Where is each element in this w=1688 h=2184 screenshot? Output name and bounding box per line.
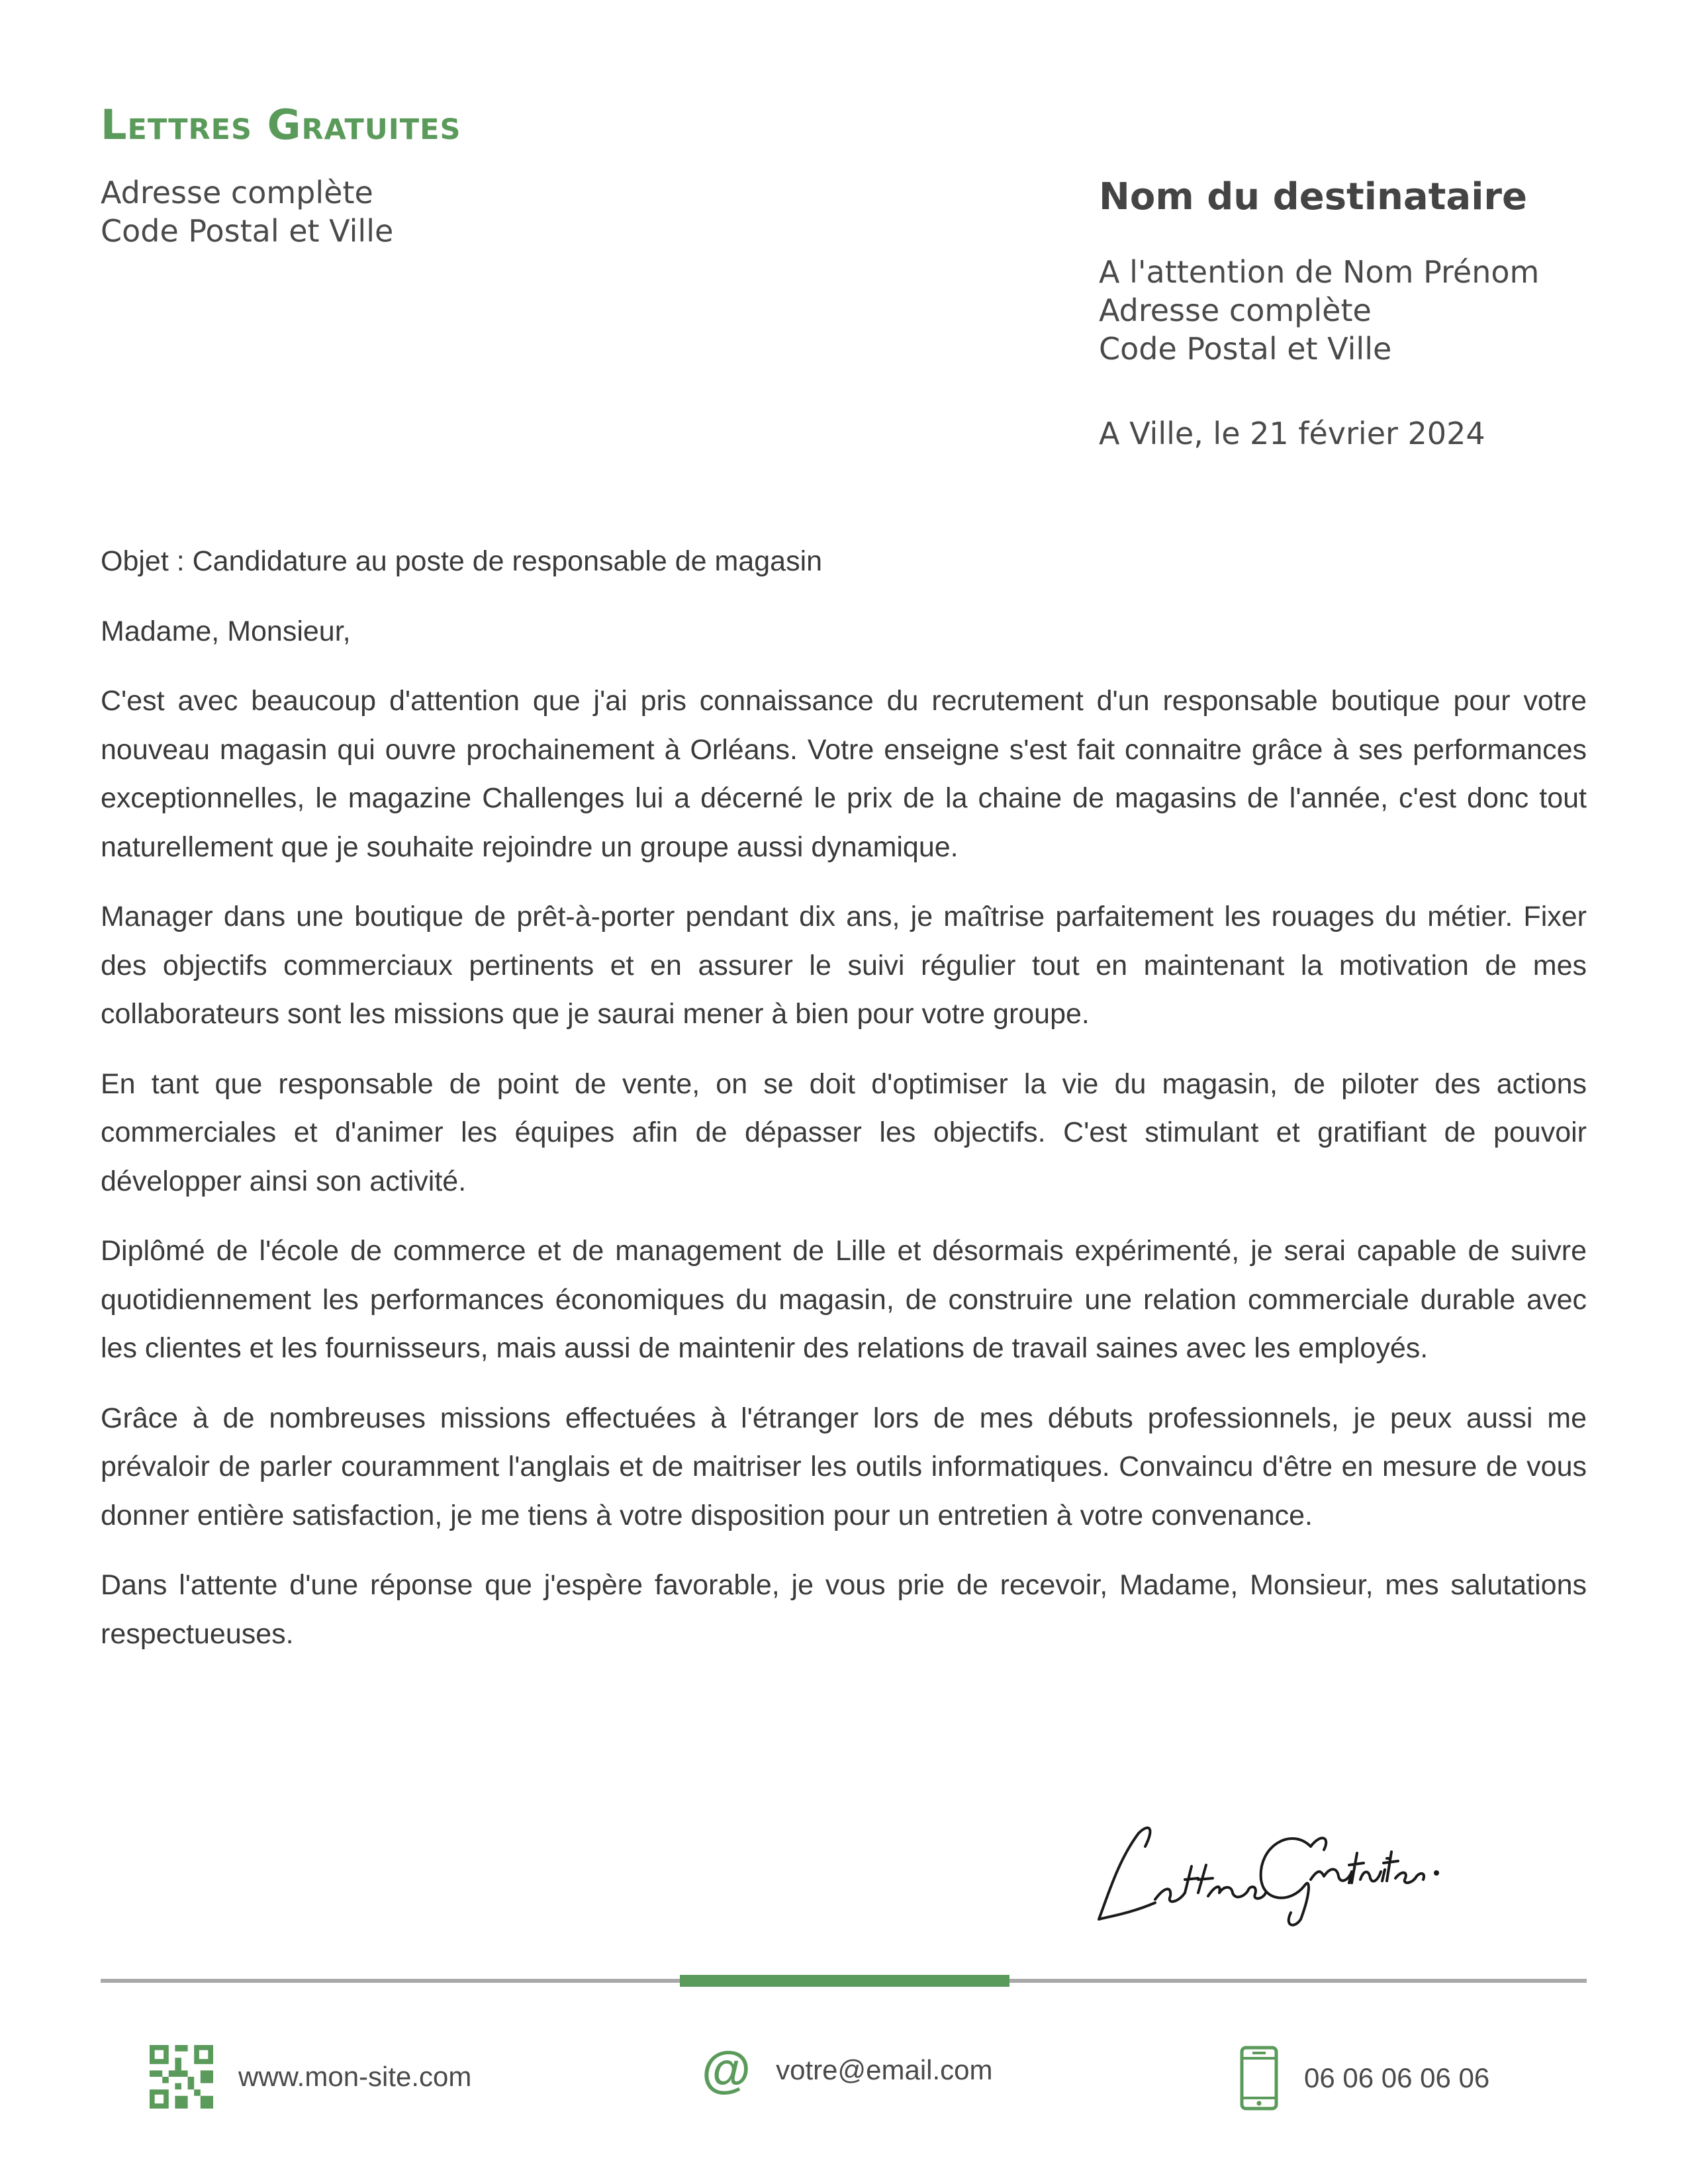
footer-website[interactable]: [150, 2045, 471, 2109]
sender-address-line2: Code Postal et Ville: [101, 213, 394, 249]
letter-paragraph: Diplômé de l'école de commerce et de management de Lille et désormais expérimenté, je serai capable de suivre quotidiennement les performances économiques du magasin, de construire une relation commerciale durable avec les clientes et les fournisseurs, mais aussi de maintenir des relations de travail saines avec les employés.: [101, 1235, 1587, 1364]
sender-address: [101, 173, 393, 250]
phone-text[interactable]: 06 06 06 06 06: [1304, 2062, 1490, 2093]
recipient-address-line2: Code Postal et Ville: [1099, 331, 1392, 367]
sender-name: Lettres Gratuites: [101, 101, 461, 149]
recipient-name: Nom du destinataire: [1099, 175, 1528, 218]
recipient-block: [1099, 175, 1628, 451]
letter-salutation: Madame, Monsieur,: [101, 615, 351, 647]
letter-subject: Objet : Candidature au poste de responsable de magasin: [101, 545, 823, 577]
footer-phone[interactable]: [1239, 2045, 1489, 2111]
letter-paragraph: C'est avec beaucoup d'attention que j'ai pris connaissance du recrutement d'un responsable boutique pour votre nouveau magasin qui ouvre prochainement à Orléans. Votre enseigne s'est fait connaitre grâce à ses performances exceptionnelles, le magazine Challenges lui a décerné le prix de la chaine de magasins de l'année, c'est donc tout naturellement que je souhaite rejoindre un groupe aussi dynamique.: [101, 685, 1587, 863]
sender-address-line1: Adresse complète: [101, 175, 373, 210]
recipient-attention: A l'attention de Nom Prénom: [1099, 254, 1540, 290]
letter-paragraph: En tant que responsable de point de vente, on se doit d'optimiser la vie du magasin, de piloter des actions commerciales et d'animer les équipes afin de dépasser les objectifs. C'est stimulant et gratifiant de pouvoir développer ainsi son activité.: [101, 1068, 1587, 1197]
qr-code-icon: [150, 2045, 213, 2109]
email-text[interactable]: votre@email.com: [776, 2054, 993, 2085]
letter-paragraph: Grâce à de nombreuses missions effectuées à l'étranger lors de mes débuts professionnels, je peux aussi me prévaloir de parler couramment l'anglais et de maitriser les outils informatiques. Convaincu d'être en mesure de vous donner entière satisfaction, je me tiens à votre disposition pour un entretien à votre convenance.: [101, 1402, 1587, 1531]
letter-paragraph: Dans l'attente d'une réponse que j'espère favorable, je vous prie de recevoir, Madame, Monsieur, mes salutations respectueuses.: [101, 1569, 1587, 1650]
footer-email[interactable]: [702, 2042, 993, 2098]
handwritten-signature: [1092, 1787, 1463, 1933]
letter-body: [101, 537, 1587, 1680]
letter-date: A Ville, le 21 février 2024: [1099, 416, 1485, 451]
recipient-address-line1: Adresse complète: [1099, 293, 1372, 328]
website-text[interactable]: www.mon-site.com: [238, 2061, 472, 2092]
at-icon: @: [702, 2042, 751, 2098]
phone-icon: [1239, 2045, 1279, 2111]
footer-divider-accent: [680, 1975, 1009, 1987]
letter-paragraph: Manager dans une boutique de prêt-à-porter pendant dix ans, je maîtrise parfaitement les rouages du métier. Fixer des objectifs commerciaux pertinents et en assurer le suivi régulier tout en maintenant la motivation de mes collaborateurs sont les missions que je saurai mener à bien pour votre groupe.: [101, 901, 1587, 1030]
